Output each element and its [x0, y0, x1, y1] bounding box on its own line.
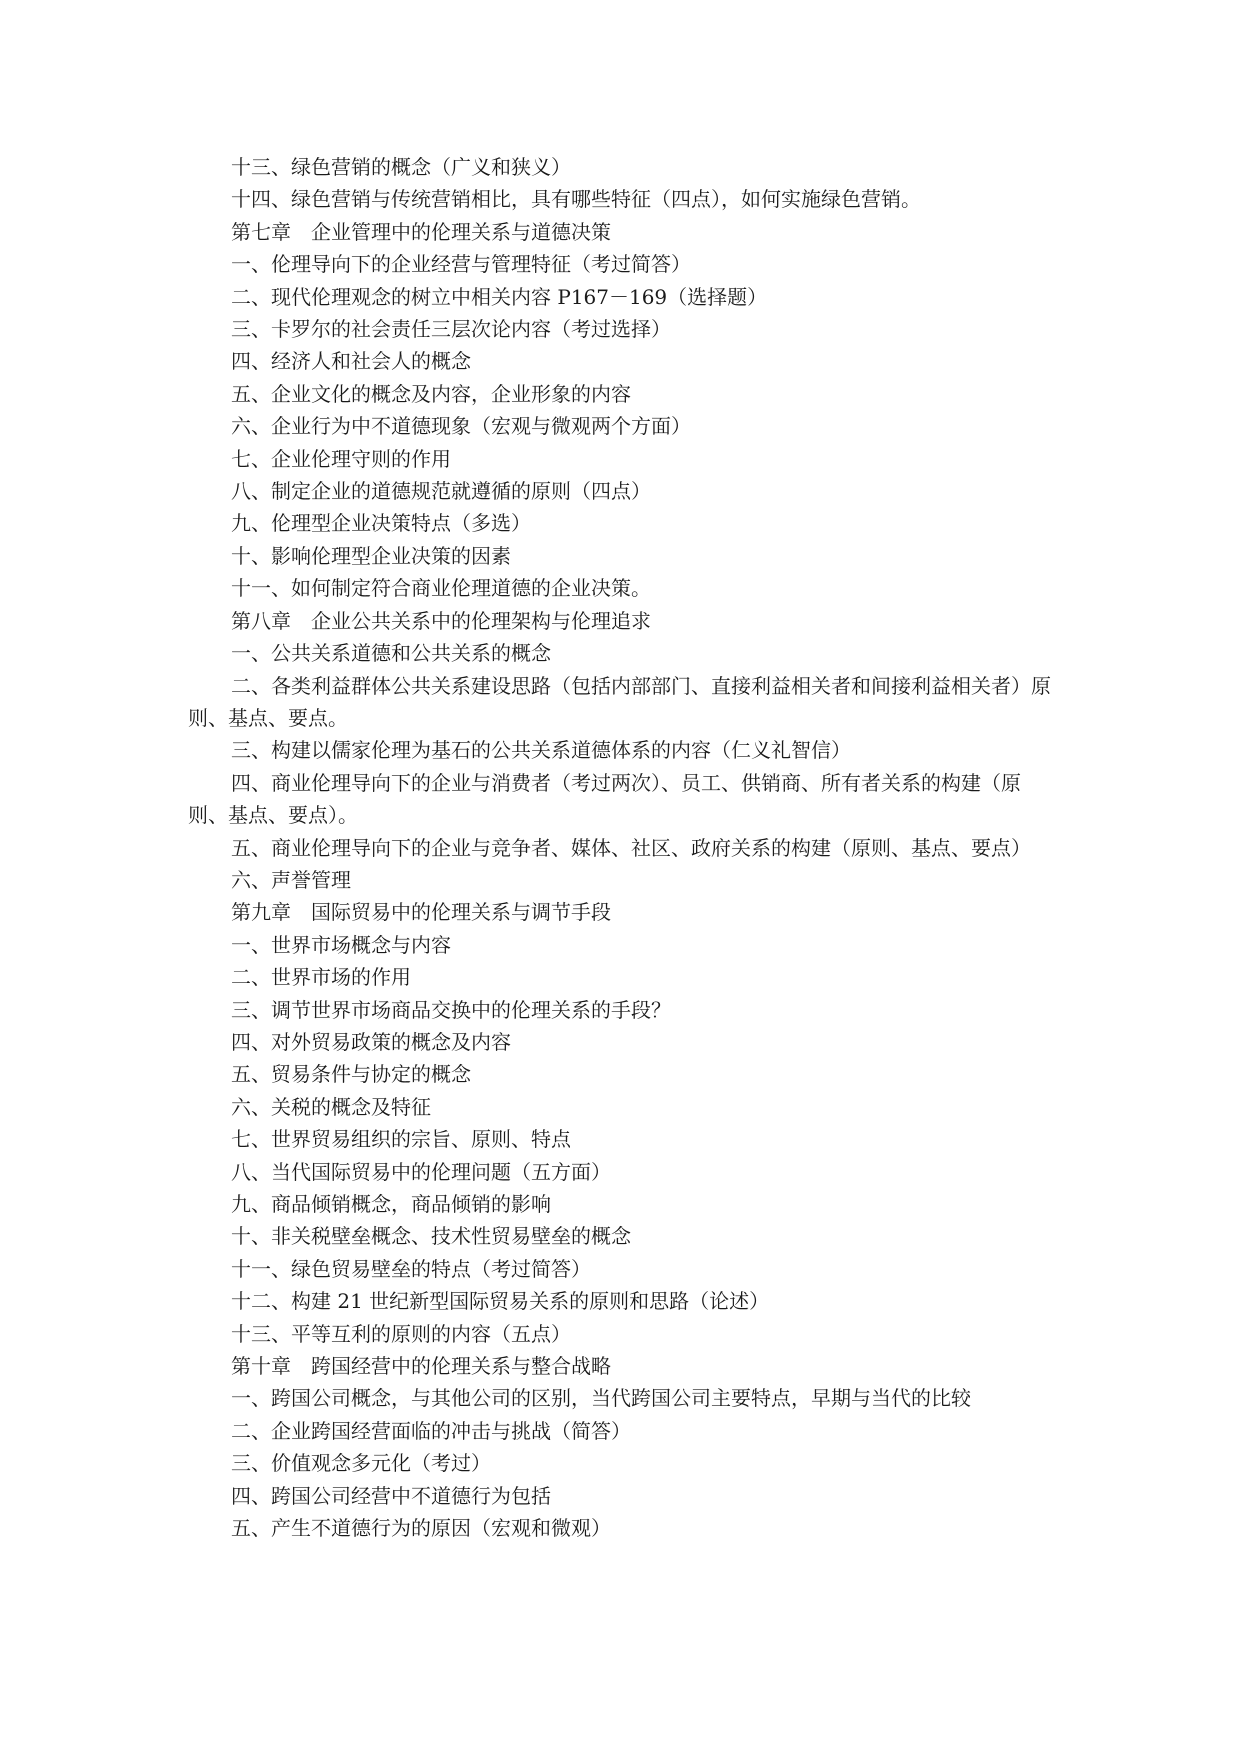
outline-item: 三、卡罗尔的社会责任三层次论内容（考过选择）: [231, 317, 671, 342]
outline-item: 十四、绿色营销与传统营销相比，具有哪些特征（四点），如何实施绿色营销。: [231, 187, 921, 212]
outline-item: 六、关税的概念及特征: [231, 1094, 431, 1119]
outline-item: 十、非关税壁垒概念、技术性贸易壁垒的概念: [231, 1224, 631, 1249]
outline-item: 七、企业伦理守则的作用: [231, 446, 451, 471]
outline-item: 一、跨国公司概念，与其他公司的区别，当代跨国公司主要特点，早期与当代的比较: [231, 1386, 971, 1411]
outline-item: 十二、构建 21 世纪新型国际贸易关系的原则和思路（论述）: [231, 1289, 770, 1314]
outline-item: 四、跨国公司经营中不道德行为包括: [231, 1483, 551, 1508]
outline-item: 六、声誉管理: [231, 867, 351, 892]
outline-item: 一、公共关系道德和公共关系的概念: [231, 641, 551, 666]
outline-item: 一、世界市场概念与内容: [231, 932, 451, 957]
outline-item: 十一、如何制定符合商业伦理道德的企业决策。: [231, 576, 651, 601]
outline-item: 四、对外贸易政策的概念及内容: [231, 1029, 511, 1054]
outline-item: 十三、绿色营销的概念（广义和狭义）: [231, 155, 571, 179]
chapter-heading: 第七章 企业管理中的伦理关系与道德决策: [231, 219, 611, 244]
outline-item: 五、企业文化的概念及内容，企业形象的内容: [231, 381, 631, 406]
chapter-heading: 第八章 企业公共关系中的伦理架构与伦理追求: [231, 608, 651, 633]
outline-item: 一、伦理导向下的企业经营与管理特征（考过简答）: [231, 252, 691, 277]
outline-item: 五、商业伦理导向下的企业与竞争者、媒体、社区、政府关系的构建（原则、基点、要点）: [231, 835, 1031, 860]
outline-item: 十一、绿色贸易壁垒的特点（考过简答）: [231, 1256, 591, 1281]
outline-item: 九、商品倾销概念，商品倾销的影响: [231, 1192, 551, 1216]
outline-item: 三、价值观念多元化（考过）: [231, 1451, 491, 1476]
chapter-heading: 第九章 国际贸易中的伦理关系与调节手段: [231, 900, 611, 925]
document-body: [188, 151, 1056, 1544]
outline-item: 二、企业跨国经营面临的冲击与挑战（简答）: [231, 1418, 631, 1443]
outline-item: 十、影响伦理型企业决策的因素: [231, 543, 511, 568]
outline-item: 三、调节世界市场商品交换中的伦理关系的手段？: [231, 997, 671, 1022]
outline-item: 二、现代伦理观念的树立中相关内容 P167－169（选择题）: [231, 284, 768, 309]
outline-item: 五、产生不道德行为的原因（宏观和微观）: [231, 1516, 611, 1541]
outline-item: 八、当代国际贸易中的伦理问题（五方面）: [231, 1159, 611, 1184]
outline-item: 九、伦理型企业决策特点（多选）: [231, 511, 531, 536]
outline-item: 五、贸易条件与协定的概念: [231, 1062, 471, 1087]
outline-item: 二、各类利益群体公共关系建设思路（包括内部部门、直接利益相关者和间接利益相关者）原则、基点、要点。: [188, 673, 1051, 730]
chapter-heading: 第十章 跨国经营中的伦理关系与整合战略: [231, 1354, 611, 1379]
outline-item: 三、构建以儒家伦理为基石的公共关系道德体系的内容（仁义礼智信）: [231, 738, 851, 763]
outline-item: 四、经济人和社会人的概念: [231, 349, 471, 374]
outline-item: 十三、平等互利的原则的内容（五点）: [231, 1321, 571, 1346]
outline-item: 二、世界市场的作用: [231, 965, 411, 990]
outline-item: 八、制定企业的道德规范就遵循的原则（四点）: [231, 479, 651, 504]
outline-item: 四、商业伦理导向下的企业与消费者（考过两次）、员工、供销商、所有者关系的构建（原则、基点、要点）。: [188, 770, 1021, 828]
outline-item: 七、世界贸易组织的宗旨、原则、特点: [231, 1127, 571, 1152]
outline-item: 六、企业行为中不道德现象（宏观与微观两个方面）: [231, 414, 691, 439]
